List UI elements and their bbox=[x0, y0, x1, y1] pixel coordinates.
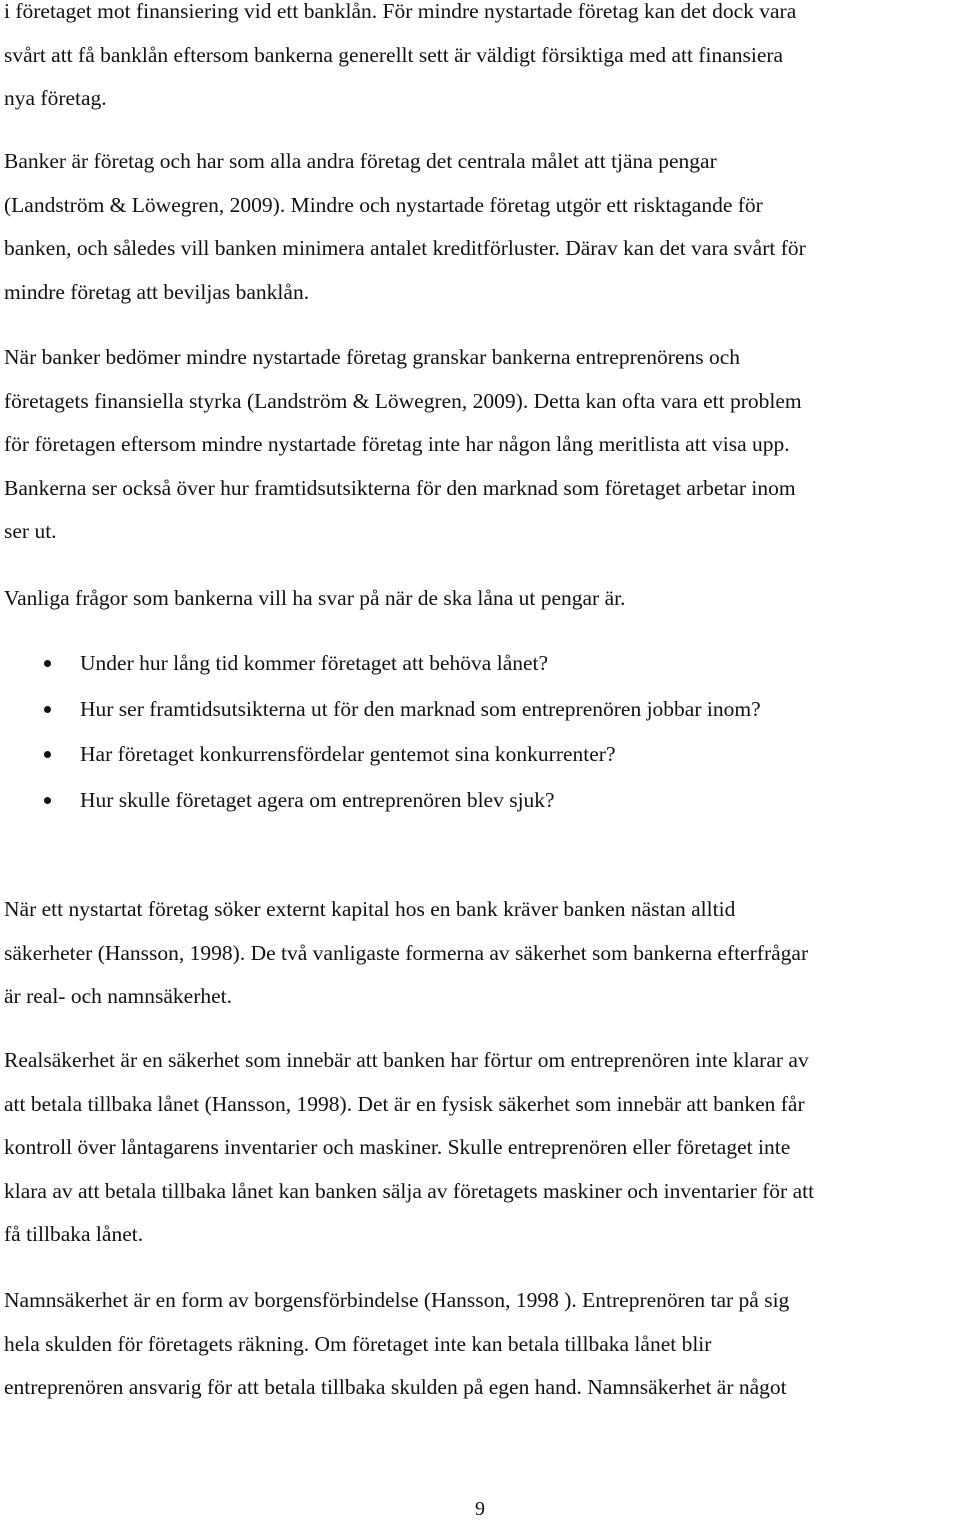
text-line: När banker bedömer mindre nystartade företag granskar bankerna entreprenörens och bbox=[4, 345, 741, 369]
text-line: mindre företag att beviljas banklån. bbox=[4, 279, 310, 304]
list-item-text: Under hur lång tid kommer företaget att behöva lånet? bbox=[80, 651, 549, 675]
text-line: kontroll över låntagarens inventarier och maskiner. Skulle entreprenören eller företaget inte bbox=[4, 1135, 791, 1159]
paragraph-real-collateral bbox=[4, 1039, 958, 1257]
paragraph-bank-loan-intro bbox=[4, 0, 958, 121]
text-line: När ett nystartat företag söker externt kapital hos en bank kräver banken nästan alltid bbox=[4, 897, 736, 921]
bullet-icon bbox=[44, 660, 51, 667]
paragraph-bank-assessment bbox=[4, 336, 958, 554]
text-line: för företagen eftersom mindre nystartade företag inte har någon lång meritlista att visa upp. bbox=[4, 432, 790, 456]
text-line: företagets finansiella styrka (Landström & Löwegren, 2009). Detta kan ofta vara ett problem bbox=[4, 388, 802, 413]
text-line: nya företag. bbox=[4, 86, 107, 110]
text-line: klara av att betala tillbaka lånet kan banken sälja av företagets maskiner och inventarier för att bbox=[4, 1178, 815, 1203]
text-line: få tillbaka lånet. bbox=[4, 1222, 144, 1246]
text-line: att betala tillbaka lånet (Hansson, 1998). Det är en fysisk säkerhet som innebär att banken får bbox=[4, 1091, 805, 1116]
list-item-text: Hur ser framtidsutsikterna ut för den marknad som entreprenören jobbar inom? bbox=[80, 696, 761, 721]
text-line: ser ut. bbox=[4, 519, 57, 543]
list-item bbox=[4, 732, 958, 778]
text-line: Vanliga frågor som bankerna vill ha svar på när de ska låna ut pengar är. bbox=[4, 586, 626, 610]
text-line: svårt att få banklån eftersom bankerna generellt sett är väldigt försiktiga med att finansiera bbox=[4, 42, 784, 67]
text-line: Bankerna ser också över hur framtidsutsikterna för den marknad som företaget arbetar inom bbox=[4, 475, 796, 500]
page-number: 9 bbox=[475, 1498, 485, 1520]
text-line: är real- och namnsäkerhet. bbox=[4, 984, 233, 1008]
list-item-text: Hur skulle företaget agera om entreprenören blev sjuk? bbox=[80, 787, 555, 812]
text-line: (Landström & Löwegren, 2009). Mindre och nystartade företag utgör ett risktagande för bbox=[4, 192, 763, 217]
paragraph-name-collateral bbox=[4, 1279, 958, 1410]
text-line: Realsäkerhet är en säkerhet som innebär att banken har förtur om entreprenören inte klarar av bbox=[4, 1048, 809, 1072]
text-line: Banker är företag och har som alla andra företag det centrala målet att tjäna pengar bbox=[4, 149, 717, 173]
text-line: entreprenören ansvarig för att betala tillbaka skulden på egen hand. Namnsäkerhet är något bbox=[4, 1375, 787, 1399]
text-line: säkerheter (Hansson, 1998). De två vanligaste formerna av säkerhet som bankerna efterfrågar bbox=[4, 940, 809, 965]
list-item bbox=[4, 778, 958, 824]
list-item-text: Har företaget konkurrensfördelar gentemot sina konkurrenter? bbox=[80, 742, 616, 766]
text-line: i företaget mot finansiering vid ett banklån. För mindre nystartade företag kan det dock vara bbox=[4, 0, 797, 23]
list-item bbox=[4, 641, 958, 687]
bullet-icon bbox=[44, 797, 51, 804]
bullet-icon bbox=[44, 751, 51, 758]
bullet-icon bbox=[44, 706, 51, 713]
paragraph-common-questions-intro bbox=[4, 577, 958, 621]
list-item bbox=[4, 687, 958, 733]
text-line: Namnsäkerhet är en form av borgensförbindelse (Hansson, 1998 ). Entreprenören tar på sig bbox=[4, 1288, 790, 1312]
paragraph-banks-profit bbox=[4, 140, 958, 314]
questions-bullet-list bbox=[4, 641, 958, 823]
text-line: banken, och således vill banken minimera antalet kreditförluster. Därav kan det vara svårt för bbox=[4, 236, 806, 260]
text-line: hela skulden för företagets räkning. Om företaget inte kan betala tillbaka lånet blir bbox=[4, 1331, 712, 1356]
paragraph-collateral-intro bbox=[4, 888, 958, 1019]
